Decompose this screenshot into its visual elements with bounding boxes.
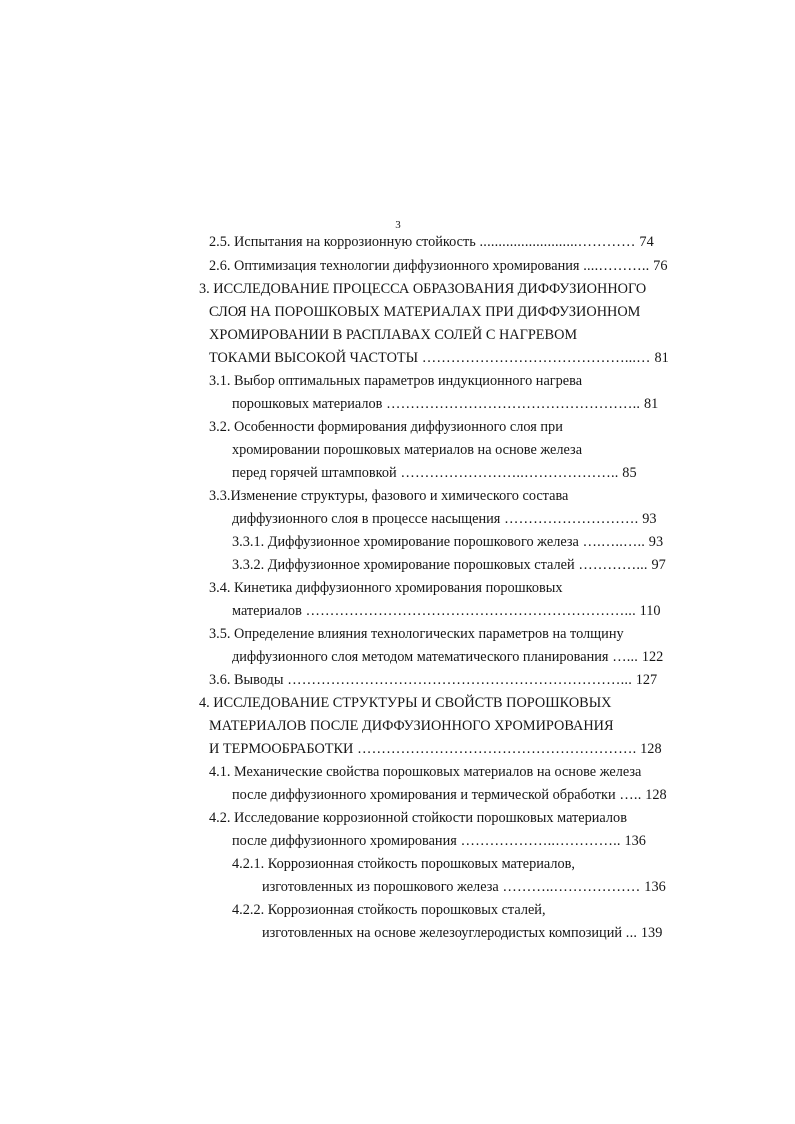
toc-entry-3-5-line-1 bbox=[209, 623, 624, 645]
toc-page-number: 76 bbox=[653, 258, 668, 274]
toc-page-number: 85 bbox=[622, 465, 637, 481]
toc-entry-title: после диффузионного хромирования bbox=[232, 833, 457, 849]
toc-page-number: 128 bbox=[645, 787, 667, 803]
toc-leader-dots: …... bbox=[608, 649, 642, 665]
toc-leader-dots: …………... bbox=[574, 557, 652, 573]
toc-entry-2-5 bbox=[209, 231, 654, 253]
toc-leader-dots: ....……….. bbox=[579, 258, 654, 274]
toc-leader-dots: …………………………………………………. bbox=[353, 741, 641, 757]
toc-entry-title: 3.4. Кинетика диффузионного хромирования порошковых bbox=[209, 580, 563, 596]
toc-entry-3-3-2 bbox=[232, 554, 666, 576]
toc-page-number: 139 bbox=[640, 925, 663, 941]
toc-chapter-title: И ТЕРМООБРАБОТКИ bbox=[209, 741, 354, 757]
toc-entry-title: диффузионного слоя в процессе насыщения bbox=[232, 511, 501, 527]
toc-chapter-title: 3. ИССЛЕДОВАНИЕ ПРОЦЕССА ОБРАЗОВАНИЯ ДИФФУЗИОННОГО bbox=[199, 281, 647, 297]
toc-entry-title: перед горячей штамповкой bbox=[232, 465, 397, 481]
toc-entry-3-3-line-2 bbox=[232, 508, 656, 530]
toc-entry-3-2-line-2 bbox=[232, 439, 582, 461]
toc-entry-title: 2.6. Оптимизация технологии диффузионного хромирования bbox=[209, 258, 580, 274]
page-number: 3 bbox=[395, 219, 401, 231]
toc-entry-title: 2.5. Испытания на коррозионную стойкость bbox=[209, 234, 476, 250]
toc-entry-title: порошковых материалов bbox=[232, 396, 383, 412]
toc-entry-title: 4.2.1. Коррозионная стойкость порошковых материалов, bbox=[232, 856, 575, 872]
toc-entry-title: 3.3.Изменение структуры, фазового и химического состава bbox=[209, 488, 569, 504]
toc-entry-title: после диффузионного хромирования и термической обработки bbox=[232, 787, 616, 803]
toc-entry-3-3-line-1 bbox=[209, 485, 568, 507]
toc-page-number: 110 bbox=[639, 603, 661, 619]
toc-page-number: 81 bbox=[654, 350, 669, 366]
toc-entry-4-2-line-2 bbox=[232, 830, 646, 852]
toc-entry-3-2-line-3 bbox=[232, 462, 637, 484]
toc-entry-4-2-line-1 bbox=[209, 807, 627, 829]
toc-entry-4-2-2-line-2 bbox=[262, 922, 662, 944]
toc-entry-3-1-line-2 bbox=[232, 393, 658, 415]
toc-entry-4-2-1-line-2 bbox=[262, 876, 666, 898]
toc-entry-3-2-line-1 bbox=[209, 416, 563, 438]
toc-chapter-title: СЛОЯ НА ПОРОШКОВЫХ МАТЕРИАЛАХ ПРИ ДИФФУЗИОННОМ bbox=[209, 304, 641, 320]
toc-page-number: 136 bbox=[624, 833, 646, 849]
toc-entry-title: изготовленных на основе железоуглеродистых композиций bbox=[262, 925, 623, 941]
toc-entry-title: 3.3.2. Диффузионное хромирование порошковых сталей bbox=[232, 557, 575, 573]
toc-page-number: 97 bbox=[651, 557, 666, 573]
toc-entry-title: 3.5. Определение влияния технологических параметров на толщину bbox=[209, 626, 624, 642]
toc-entry-title: 3.2. Особенности формирования диффузионного слоя при bbox=[209, 419, 563, 435]
toc-leader-dots: ….. bbox=[615, 787, 646, 803]
toc-entry-title: материалов bbox=[232, 603, 302, 619]
toc-leader-dots: ……………………………………...… bbox=[418, 350, 655, 366]
toc-leader-dots: ..........................………… bbox=[475, 234, 640, 250]
toc-chapter-title: 4. ИССЛЕДОВАНИЕ СТРУКТУРЫ И СВОЙСТВ ПОРОШКОВЫХ bbox=[199, 695, 612, 711]
toc-entry-3-4-line-1 bbox=[209, 577, 563, 599]
toc-leader-dots: ……………………………………………………………... bbox=[283, 672, 636, 688]
toc-chapter-4-line-1 bbox=[199, 692, 612, 714]
toc-entry-3-6 bbox=[209, 669, 657, 691]
toc-entry-title: изготовленных из порошкового железа bbox=[262, 879, 499, 895]
toc-chapter-3-line-2 bbox=[209, 301, 640, 323]
toc-chapter-3-line-3 bbox=[209, 324, 577, 346]
toc-entry-title: 3.6. Выводы bbox=[209, 672, 284, 688]
toc-chapter-3-line-4 bbox=[209, 347, 669, 369]
toc-page-number: 127 bbox=[635, 672, 658, 688]
toc-chapter-title: ХРОМИРОВАНИИ В РАСПЛАВАХ СОЛЕЙ С НАГРЕВОМ bbox=[209, 327, 578, 343]
toc-entry-title: диффузионного слоя методом математического планирования bbox=[232, 649, 609, 665]
toc-page-number: 128 bbox=[640, 741, 662, 757]
toc-entry-title: 4.2. Исследование коррозионной стойкости порошковых материалов bbox=[209, 810, 627, 826]
toc-leader-dots: ….…..….. bbox=[578, 534, 649, 550]
toc-leader-dots: ………..……………… bbox=[498, 879, 645, 895]
toc-entry-title: 3.1. Выбор оптимальных параметров индукционного нагрева bbox=[209, 373, 583, 389]
toc-page-number: 81 bbox=[643, 396, 659, 412]
toc-leader-dots: ... bbox=[622, 925, 641, 941]
toc-chapter-title: ТОКАМИ ВЫСОКОЙ ЧАСТОТЫ bbox=[209, 350, 419, 366]
toc-entry-4-1-line-1 bbox=[209, 761, 641, 783]
toc-leader-dots: ………………………. bbox=[500, 511, 643, 527]
toc-chapter-4-line-2 bbox=[209, 715, 614, 737]
toc-entry-3-3-1 bbox=[232, 531, 663, 553]
toc-chapter-3-line-1 bbox=[199, 278, 646, 300]
toc-page-number: 93 bbox=[642, 511, 657, 527]
toc-entry-3-4-line-2 bbox=[232, 600, 661, 622]
toc-leader-dots: …………………………………………………………... bbox=[301, 603, 640, 619]
toc-entry-2-6 bbox=[209, 255, 667, 277]
toc-entry-title: 4.1. Механические свойства порошковых материалов на основе железа bbox=[209, 764, 642, 780]
toc-entry-title: 4.2.2. Коррозионная стойкость порошковых сталей, bbox=[232, 902, 546, 918]
toc-page-number: 136 bbox=[644, 879, 666, 895]
toc-page-number: 93 bbox=[648, 534, 664, 550]
toc-page-number: 74 bbox=[639, 234, 654, 250]
toc-entry-4-1-line-2 bbox=[232, 784, 667, 806]
toc-page-number: 122 bbox=[641, 649, 664, 665]
toc-leader-dots: …………………………………………….. bbox=[382, 396, 644, 412]
toc-entry-4-2-1-line-1 bbox=[232, 853, 575, 875]
toc-entry-title: 3.3.1. Диффузионное хромирование порошкового железа bbox=[232, 534, 579, 550]
toc-entry-3-1-line-1 bbox=[209, 370, 582, 392]
toc-leader-dots: ……………………..……………….. bbox=[396, 465, 623, 481]
toc-chapter-title: МАТЕРИАЛОВ ПОСЛЕ ДИФФУЗИОННОГО ХРОМИРОВАНИЯ bbox=[209, 718, 614, 734]
toc-entry-3-5-line-2 bbox=[232, 646, 663, 668]
toc-entry-title: хромировании порошковых материалов на основе железа bbox=[232, 442, 583, 458]
toc-chapter-4-line-3 bbox=[209, 738, 662, 760]
toc-entry-4-2-2-line-1 bbox=[232, 899, 546, 921]
toc-leader-dots: ………………..………….. bbox=[456, 833, 625, 849]
